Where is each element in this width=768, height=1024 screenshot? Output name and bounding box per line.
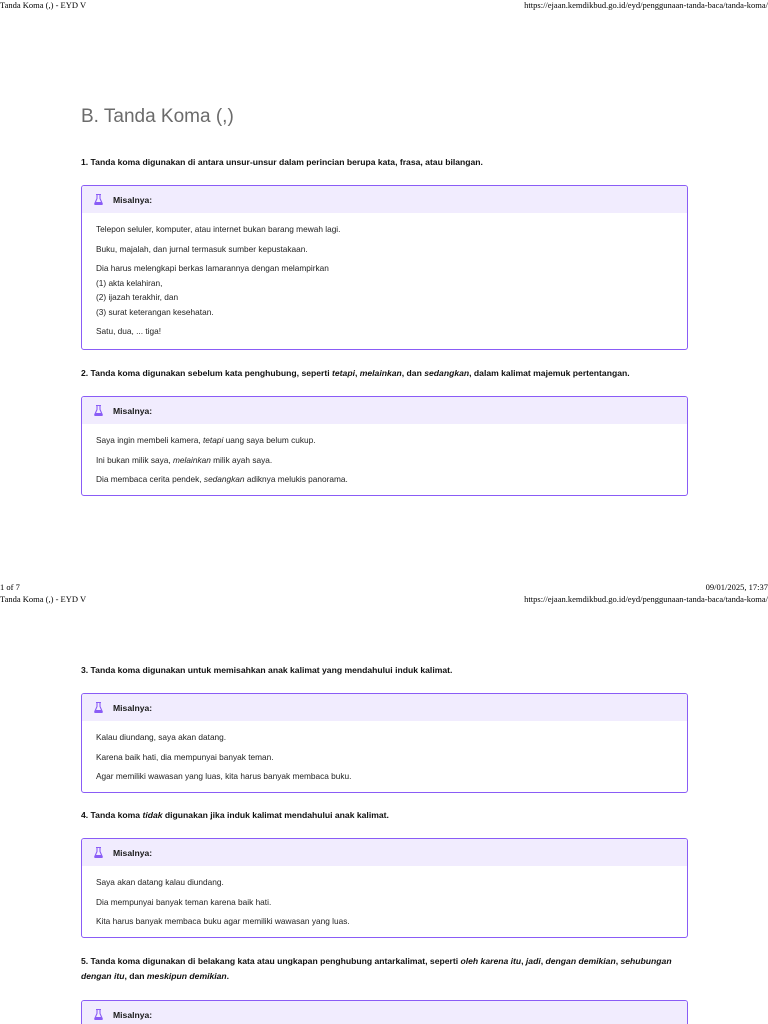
- example-item: Dia membaca cerita pendek, sedangkan adiknya melukis panorama.: [96, 474, 348, 484]
- example-header: [82, 186, 687, 213]
- example-label: Misalnya:: [113, 702, 153, 713]
- page-number: 1 of 7: [0, 582, 20, 592]
- example-item: Buku, majalah, dan jurnal termasuk sumber kepustakaan.: [96, 243, 308, 254]
- example-label: Misalnya:: [113, 1009, 153, 1020]
- example-item: Dia mempunyai banyak teman karena baik hati.: [96, 896, 272, 907]
- example-item: Telepon seluler, komputer, atau internet bukan barang mewah lagi.: [96, 224, 341, 234]
- rule-3: 3. Tanda koma digunakan untuk memisahkan anak kalimat yang mendahului induk kalimat.: [81, 665, 453, 675]
- rule-4: 4. Tanda koma tidak digunakan jika induk kalimat mendahului anak kalimat.: [81, 810, 389, 820]
- example-header: [82, 839, 687, 866]
- flask-icon: [94, 1009, 103, 1020]
- header-title: Tanda Koma (,) - EYD V: [0, 594, 87, 604]
- example-item: Kita harus banyak membaca buku agar memiliki wawasan yang luas.: [96, 916, 350, 926]
- example-label: Misalnya:: [113, 847, 153, 858]
- header-url: https://ejaan.kemdikbud.go.id/eyd/penggunaan-tanda-baca/tanda-koma/: [524, 594, 768, 604]
- rule-1: 1. Tanda koma digunakan di antara unsur-unsur dalam perincian berupa kata, frasa, atau bilangan.: [81, 157, 483, 167]
- section-title: B. Tanda Koma (,): [81, 106, 234, 127]
- flask-icon: [94, 405, 103, 416]
- rule-2: 2. Tanda koma digunakan sebelum kata penghubung, seperti tetapi, melainkan, dan sedangkan, dalam kalimat majemuk pertentangan.: [81, 368, 630, 378]
- example-label: Misalnya:: [113, 194, 153, 205]
- example-item: Satu, dua, ... tiga!: [96, 326, 162, 336]
- flask-icon: [94, 702, 103, 713]
- flask-icon: [94, 194, 103, 205]
- example-header: [82, 1001, 687, 1024]
- example-label: Misalnya:: [113, 405, 153, 416]
- example-item: Kalau diundang, saya akan datang.: [96, 732, 227, 742]
- example-item: Karena baik hati, dia mempunyai banyak teman.: [96, 751, 274, 762]
- header-title: Tanda Koma (,) - EYD V: [0, 0, 87, 10]
- print-footer: [0, 582, 768, 592]
- rule-5: 5. Tanda koma digunakan di belakang kata atau ungkapan penghubung antarkalimat, seperti oleh karena itu, jadi, dengan demikian, sehubungan dengan itu, dan meskipun demikian.: [81, 956, 672, 981]
- example-box-4: [81, 838, 688, 938]
- print-header: [0, 0, 768, 10]
- print-timestamp: 09/01/2025, 17:37: [705, 582, 768, 592]
- example-item: Dia harus melengkapi berkas lamarannya dengan melampirkan (1) akta kelahiran, (2) ijazah terakhir, dan (3) surat keterangan kesehatan.: [96, 263, 329, 317]
- example-box-1: [81, 185, 688, 350]
- header-url: https://ejaan.kemdikbud.go.id/eyd/penggunaan-tanda-baca/tanda-koma/: [524, 0, 768, 10]
- example-item: Saya akan datang kalau diundang.: [96, 877, 224, 887]
- example-item: Saya ingin membeli kamera, tetapi uang saya belum cukup.: [96, 435, 316, 445]
- example-item: Ini bukan milik saya, melainkan milik ayah saya.: [96, 454, 273, 465]
- example-header: [82, 694, 687, 721]
- example-box-5: [81, 1000, 688, 1024]
- example-box-2: [81, 396, 688, 496]
- example-item: Agar memiliki wawasan yang luas, kita harus banyak membaca buku.: [96, 771, 352, 781]
- example-box-3: [81, 693, 688, 793]
- print-header: [0, 594, 768, 604]
- example-header: [82, 397, 687, 424]
- flask-icon: [94, 847, 103, 858]
